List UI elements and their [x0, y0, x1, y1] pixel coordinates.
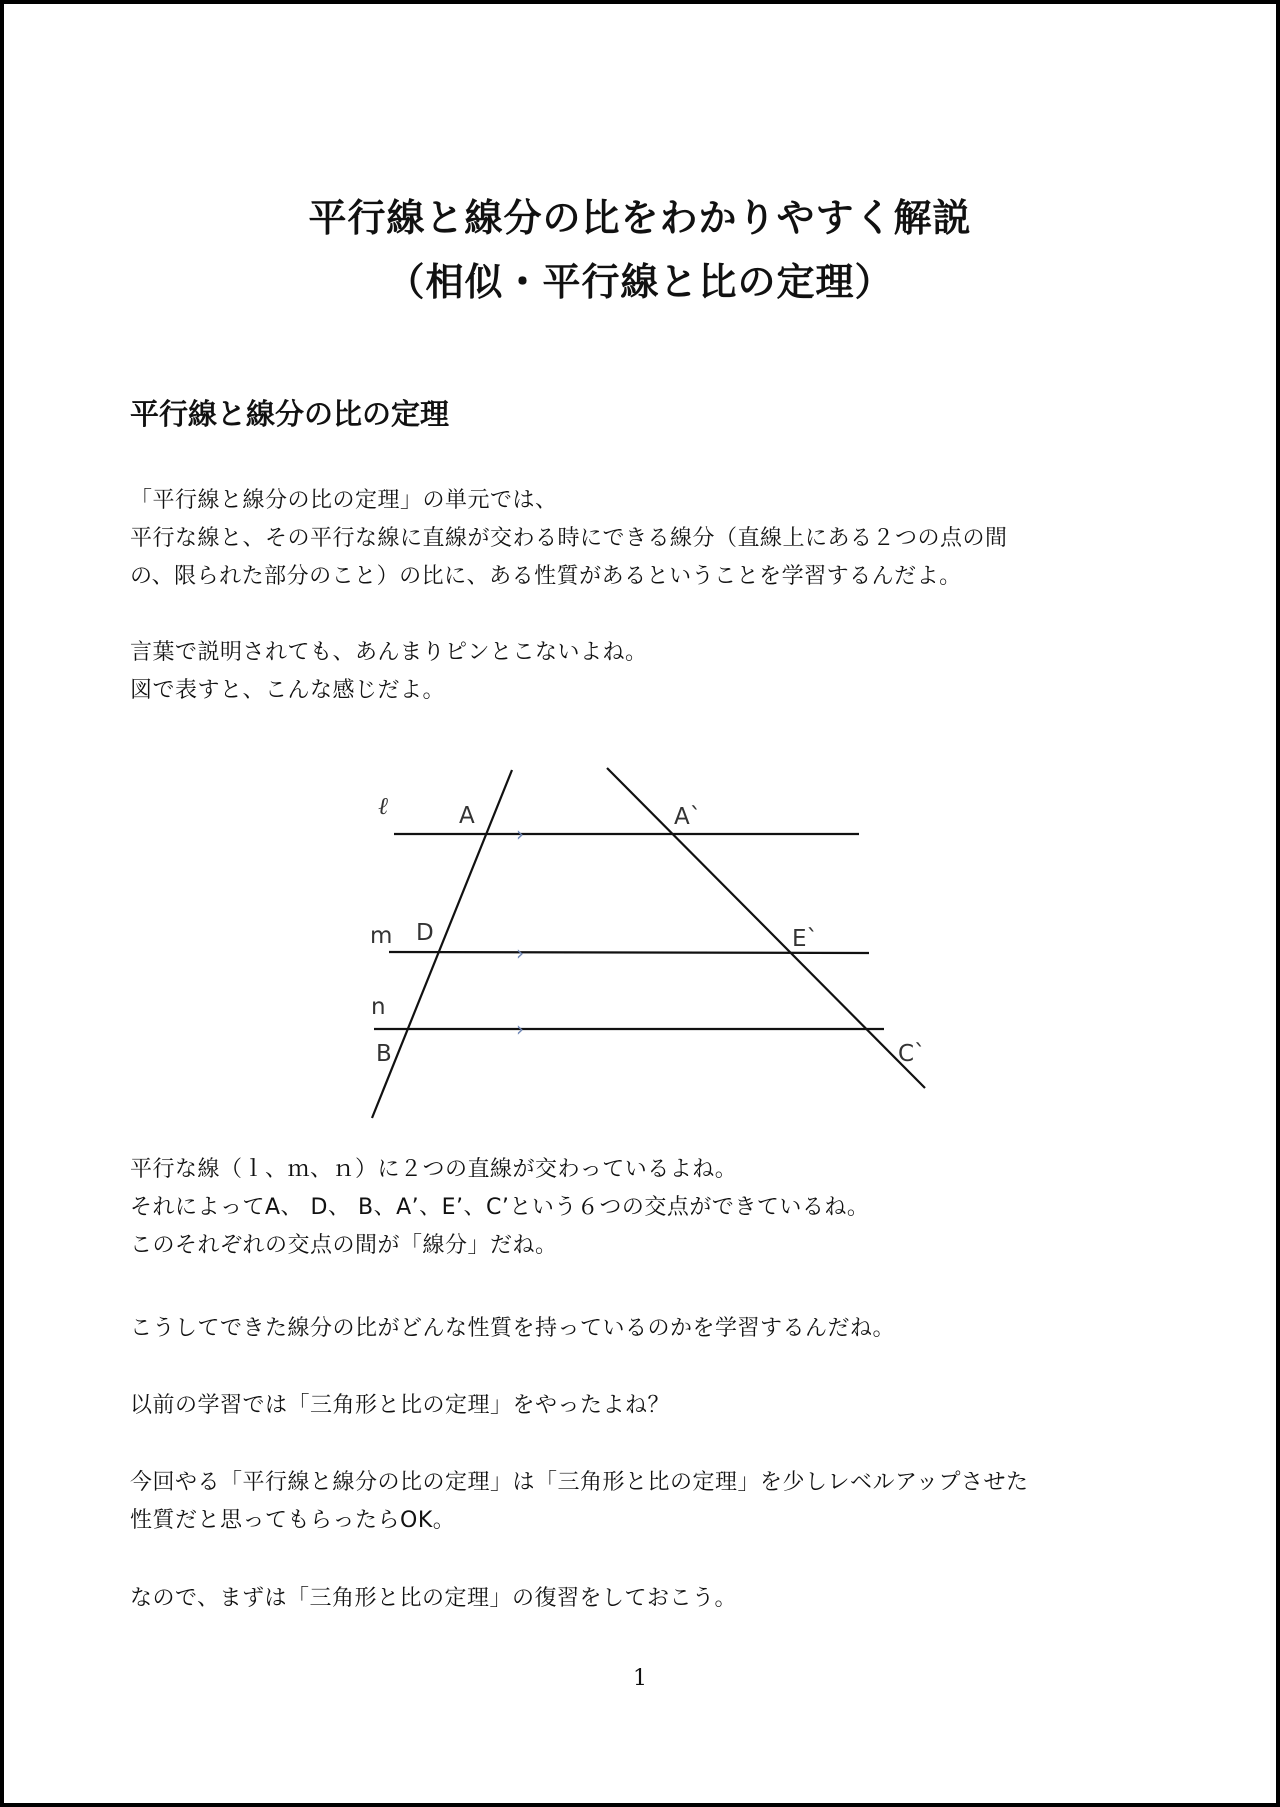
intro-line-1: 「平行線と線分の比の定理」の単元では、	[130, 488, 558, 513]
explain-line-2: 図で表すと、こんな感じだよ。	[130, 678, 446, 703]
label-m: m	[370, 923, 393, 949]
after-figure-paragraph	[130, 1151, 869, 1265]
label-C-prime: C`	[898, 1041, 926, 1067]
title-line-1: 平行線と線分の比をわかりやすく解説	[308, 196, 972, 240]
arrow-n: ›	[516, 1017, 524, 1041]
label-A-prime: A`	[674, 804, 702, 830]
after-figure-line-1: 平行な線（ｌ、ｍ、ｎ）に２つの直線が交わっているよね。	[130, 1157, 738, 1182]
after-figure-line-2: それによってA、 D、 B、A’、E’、C’という６つの交点ができているね。	[130, 1195, 870, 1220]
line-m	[389, 952, 869, 953]
transversal-right	[607, 768, 925, 1088]
intro-line-3: の、限られた部分のこと）の比に、ある性質があるということを学習するんだよ。	[130, 564, 962, 589]
arrow-l: ›	[516, 822, 524, 846]
explain-line-1: 言葉で説明されても、あんまりピンとこないよね。	[130, 640, 648, 665]
page-number: 1	[633, 1666, 647, 1691]
arrow-m: ›	[516, 941, 524, 965]
document-title	[4, 186, 1276, 314]
label-B: B	[376, 1041, 392, 1067]
this-time-paragraph	[130, 1464, 1028, 1540]
after-figure-line-3: このそれぞれの交点の間が「線分」だね。	[130, 1233, 558, 1258]
previous-paragraph: 以前の学習では「三角形と比の定理」をやったよね？	[130, 1393, 671, 1418]
label-D: D	[416, 920, 434, 946]
label-E-prime: E`	[792, 926, 819, 952]
learning-paragraph: こうしてできた線分の比がどんな性質を持っているのかを学習するんだね。	[130, 1316, 896, 1341]
label-l: ℓ	[378, 792, 388, 820]
this-time-line-2: 性質だと思ってもらったらOK。	[130, 1508, 456, 1533]
title-line-2: （相似・平行線と比の定理）	[386, 260, 894, 304]
label-A: A	[459, 803, 475, 829]
review-paragraph: なので、まずは「三角形と比の定理」の復習をしておこう。	[130, 1586, 738, 1611]
section-heading: 平行線と線分の比の定理	[130, 397, 450, 431]
intro-line-2: 平行な線と、その平行な線に直線が交わる時にできる線分（直線上にある２つの点の間	[130, 526, 1008, 551]
parallel-lines-figure	[344, 756, 944, 1126]
intro-paragraph	[130, 482, 1008, 596]
explain-paragraph	[130, 634, 648, 710]
this-time-line-1: 今回やる「平行線と線分の比の定理」は「三角形と比の定理」を少しレベルアップさせた	[130, 1470, 1029, 1495]
transversal-left	[372, 770, 512, 1118]
label-n: n	[371, 994, 386, 1020]
